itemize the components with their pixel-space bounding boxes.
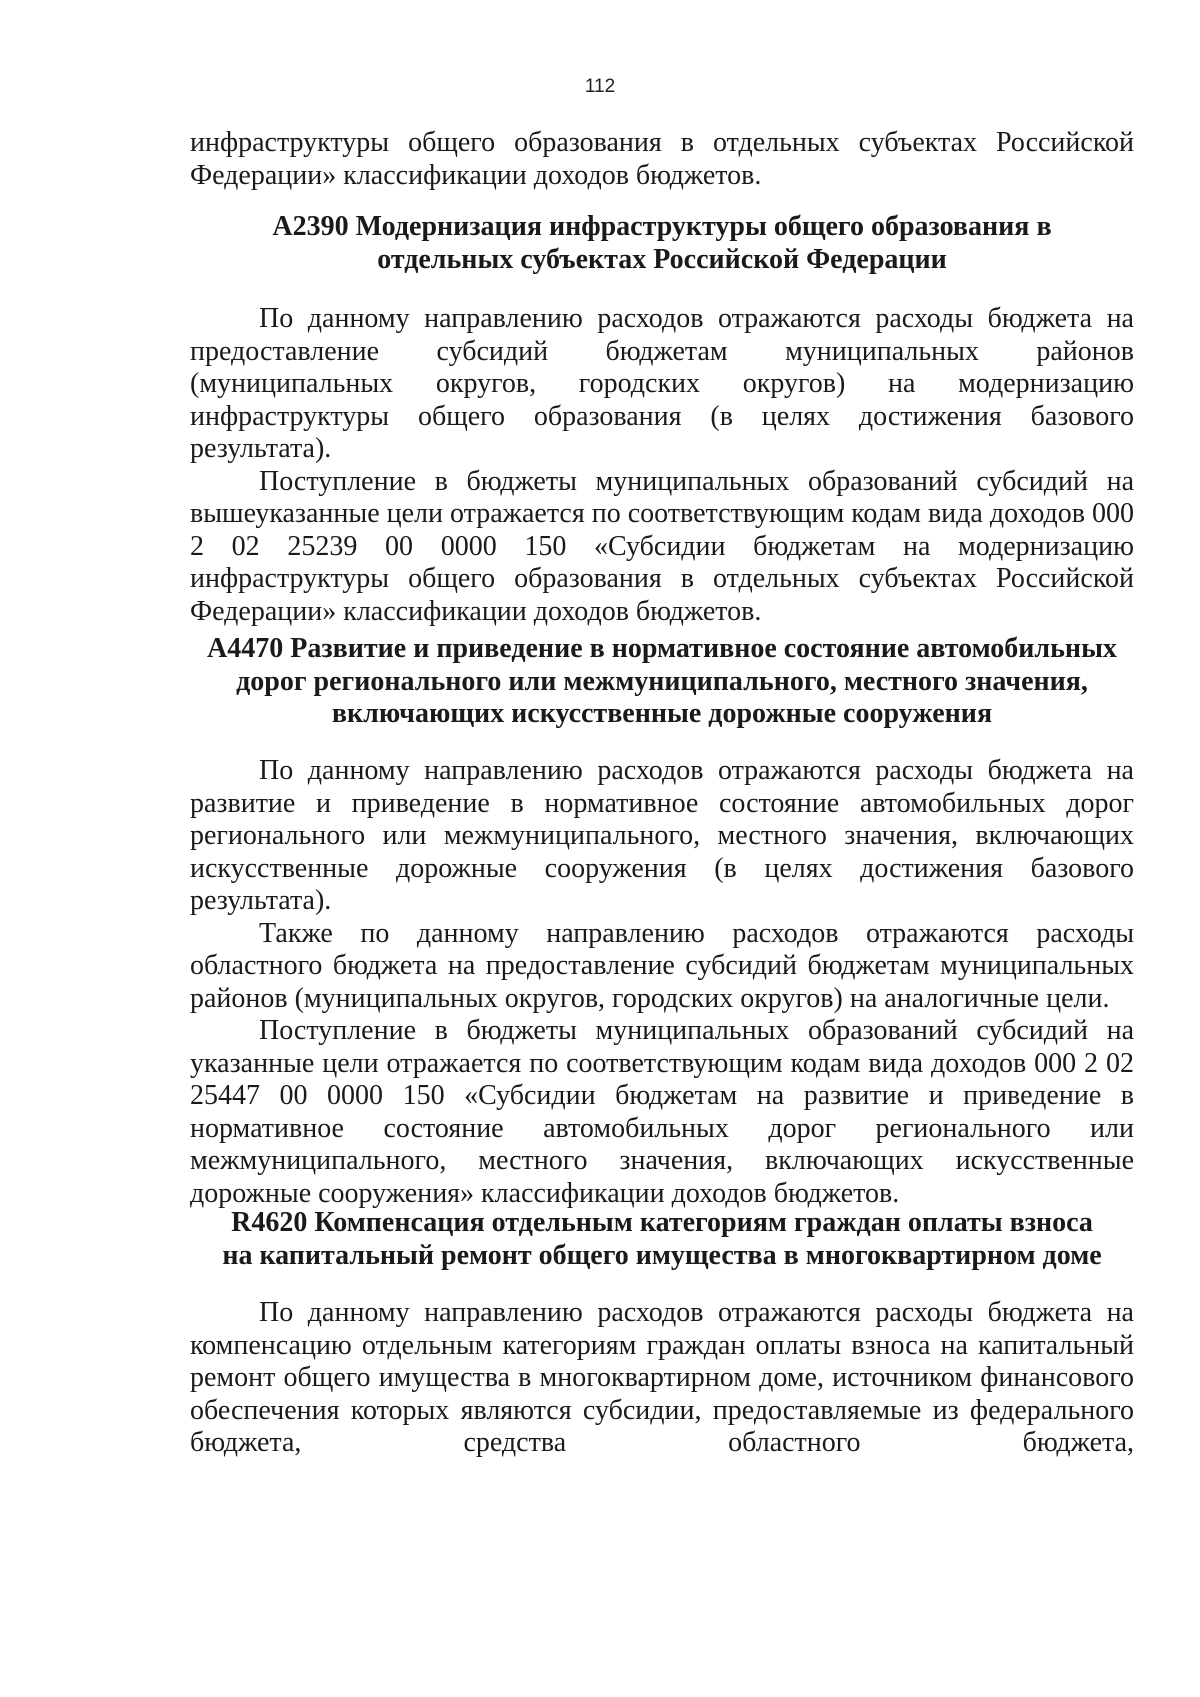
section-heading-a2390: [190, 211, 1134, 276]
body-paragraph: По данному направлению расходов отражаются расходы бюджета на предоставление субсидий бюджетам муниципальных районов (муниципальных округов, городских округов) на модернизацию инфраструктуры общего образования (в целях достижения базового результата).: [190, 303, 1134, 464]
body-paragraph: Также по данному направлению расходов отражаются расходы областного бюджета на предоставление субсидий бюджетам муниципальных районов (муниципальных округов, городских округов) на аналогичные цели.: [190, 917, 1134, 1014]
section-heading-line: А2390 Модернизация инфраструктуры общего образования в: [272, 211, 1052, 242]
body-paragraph: Поступление в бюджеты муниципальных образований субсидий на указанные цели отражается по соответствующим кодам вида доходов 000 2 02 25447 00 0000 150 «Субсидии бюджетам на развитие и приведение в нормативное состояние автомобильных дорог регионального или межмуниципального, местного значения, включающих искусственные дорожные сооружения» классификации доходов бюджетов.: [190, 1015, 1134, 1209]
section-body-r4620: [190, 1297, 1134, 1460]
section-heading-line: дорог регионального или межмуниципального, местного значения,: [236, 665, 1088, 697]
section-heading-line: R4620 Компенсация отдельным категориям граждан оплаты взноса: [231, 1207, 1093, 1238]
continuation-block: [190, 127, 1134, 192]
section-heading-line: на капитальный ремонт общего имущества в многоквартирном доме: [222, 1239, 1102, 1271]
section-body-a4470: [190, 755, 1134, 1210]
section-heading-line: А4470 Развитие и приведение в нормативное состояние автомобильных: [207, 633, 1117, 664]
section-body-a2390: [190, 303, 1134, 628]
body-paragraph: Поступление в бюджеты муниципальных образований субсидий на вышеуказанные цели отражается по соответствующим кодам вида доходов 000 2 02 25239 00 0000 150 «Субсидии бюджетам на модернизацию инфраструктуры общего образования в отдельных субъектах Российской Федерации» классификации доходов бюджетов.: [190, 465, 1134, 627]
section-heading-line: отдельных субъектах Российской Федерации: [377, 243, 947, 275]
section-heading-line: включающих искусственные дорожные сооружения: [331, 698, 993, 729]
section-heading-a4470: [190, 633, 1134, 731]
continuation-paragraph: инфраструктуры общего образования в отдельных субъектах Российской Федерации» классификации доходов бюджетов.: [190, 127, 1134, 191]
section-heading-r4620: [190, 1207, 1134, 1272]
body-paragraph: По данному направлению расходов отражаются расходы бюджета на компенсацию отдельным категориям граждан оплаты взноса на капитальный ремонт общего имущества в многоквартирном доме, источником финансового обеспечения которых являются субсидии, предоставляемые из федерального бюджета, средства областного бюджета,: [190, 1297, 1134, 1458]
page-number: 112: [584, 76, 616, 97]
body-paragraph: По данному направлению расходов отражаются расходы бюджета на развитие и приведение в нормативное состояние автомобильных дорог регионального или межмуниципального, местного значения, включающих искусственные дорожные сооружения (в целях достижения базового результата).: [190, 755, 1134, 916]
